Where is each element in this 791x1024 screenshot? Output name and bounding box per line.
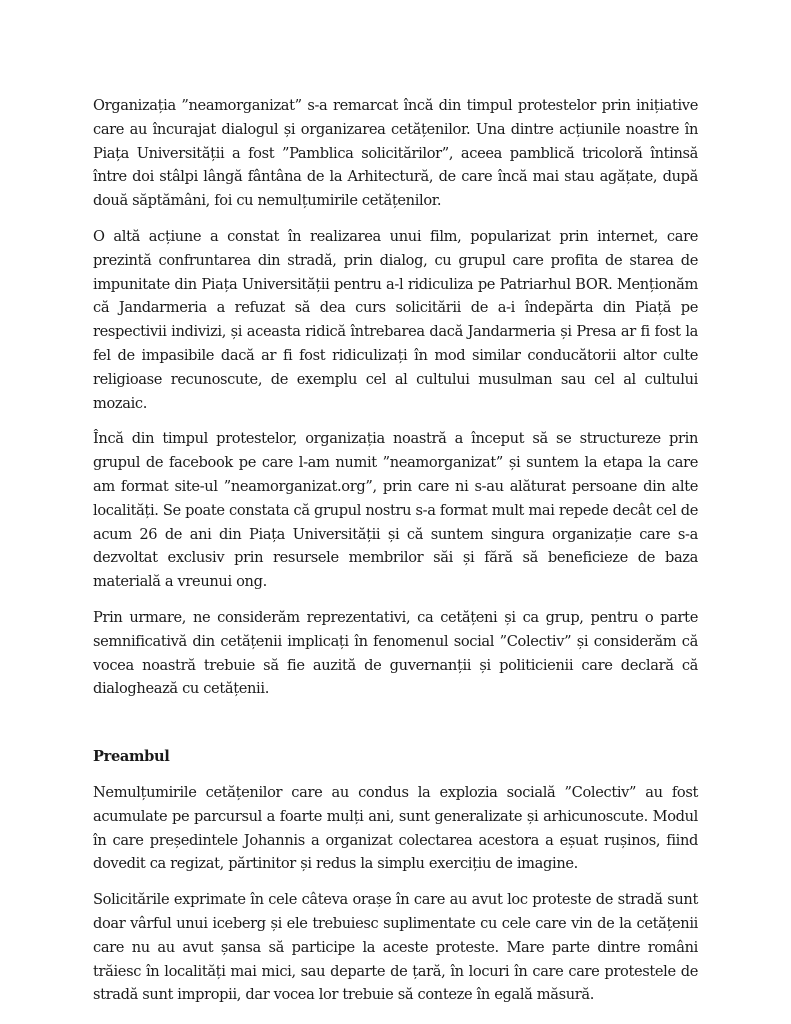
paragraph-intro-1: Organizația ”neamorganizat” s-a remarcat încă din timpul protestelor prin inițiative care au încurajat dialogul și organizarea cetățenilor. Una dintre acțiunile noastre în Piața Universității a fost ”Pamblica solicitărilor”, aceea pamblică tricoloră întinsă între doi stâlpi lângă fântâna de la Arhitectură, de care încă mai stau agățate, după două săptămâni, foi cu nemulțumirile cetățenilor. <box>93 97 698 210</box>
document-body <box>93 94 698 1019</box>
paragraph-intro-3: Încă din timpul protestelor, organizația noastră a început să se structureze prin grupul de facebook pe care l-am numit ”neamorganizat” și suntem la etapa la care am format site-ul ”neamorganizat.org”, prin care ni s-au alăturat persoane din alte localități. Se poate constata că grupul nostru s-a format mult mai repede decât cel de acum 26 de ani din Piața Universității și că suntem singura organizație care s-a dezvoltat exclusiv prin resursele membrilor săi și fără să beneficieze de baza materială a vreunui ong. <box>93 430 698 591</box>
paragraph-intro-2: O altă acțiune a constat în realizarea unui film, popularizat prin internet, care prezintă confruntarea din stradă, prin dialog, cu grupul care profita de starea de impunitate din Piața Universității pentru a-l ridiculiza pe Patriarhul BOR. Menționăm că Jandarmeria a refuzat să dea curs solicitării de a-i îndepărta din Piață pe respectivii indivizi, și aceasta ridică întrebarea dacă Jandarmeria și Presa ar fi fost la fel de impasibile dacă ar fi fost ridiculizați în mod similar conducătorii altor culte religioase recunoscute, de exemplu cel al cultului musulman sau cel al cultului mozaic. <box>93 227 698 412</box>
paragraph-preambul-1: Nemulțumirile cetățenilor care au condus la explozia socială ”Colectiv” au fost acumulate pe parcursul a foarte mulți ani, sunt generalizate și arhicunoscute. Modul în care președintele Johannis a organizat colectarea acestora a eșuat rușinos, fiind dovedit ca regizat, părtinitor și redus la simplu exercițiu de imagine. <box>93 783 698 873</box>
paragraph-preambul-2: Solicitările exprimate în cele câteva orașe în care au avut loc proteste de stradă sunt doar vârful unui iceberg și ele trebuiesc suplimentate cu cele care vin de la cetățenii care nu au avut șansa să participe la aceste proteste. Mare parte dintre români trăiesc în localități mai mici, sau departe de țară, în locuri în care care protestele de stradă sunt impropii, dar vocea lor trebuie să conteze în egală măsură. <box>93 891 698 1004</box>
paragraph-intro-4: Prin urmare, ne considerăm reprezentativi, ca cetățeni și ca grup, pentru o parte semnificativă din cetățenii implicați în fenomenul social ”Colectiv” și considerăm că vocea noastră trebuie să fie auzită de guvernanții și politicienii care declară că dialoghează cu cetățenii. <box>93 608 698 698</box>
section-heading: Preambul <box>93 748 170 766</box>
section-spacer <box>93 713 698 745</box>
